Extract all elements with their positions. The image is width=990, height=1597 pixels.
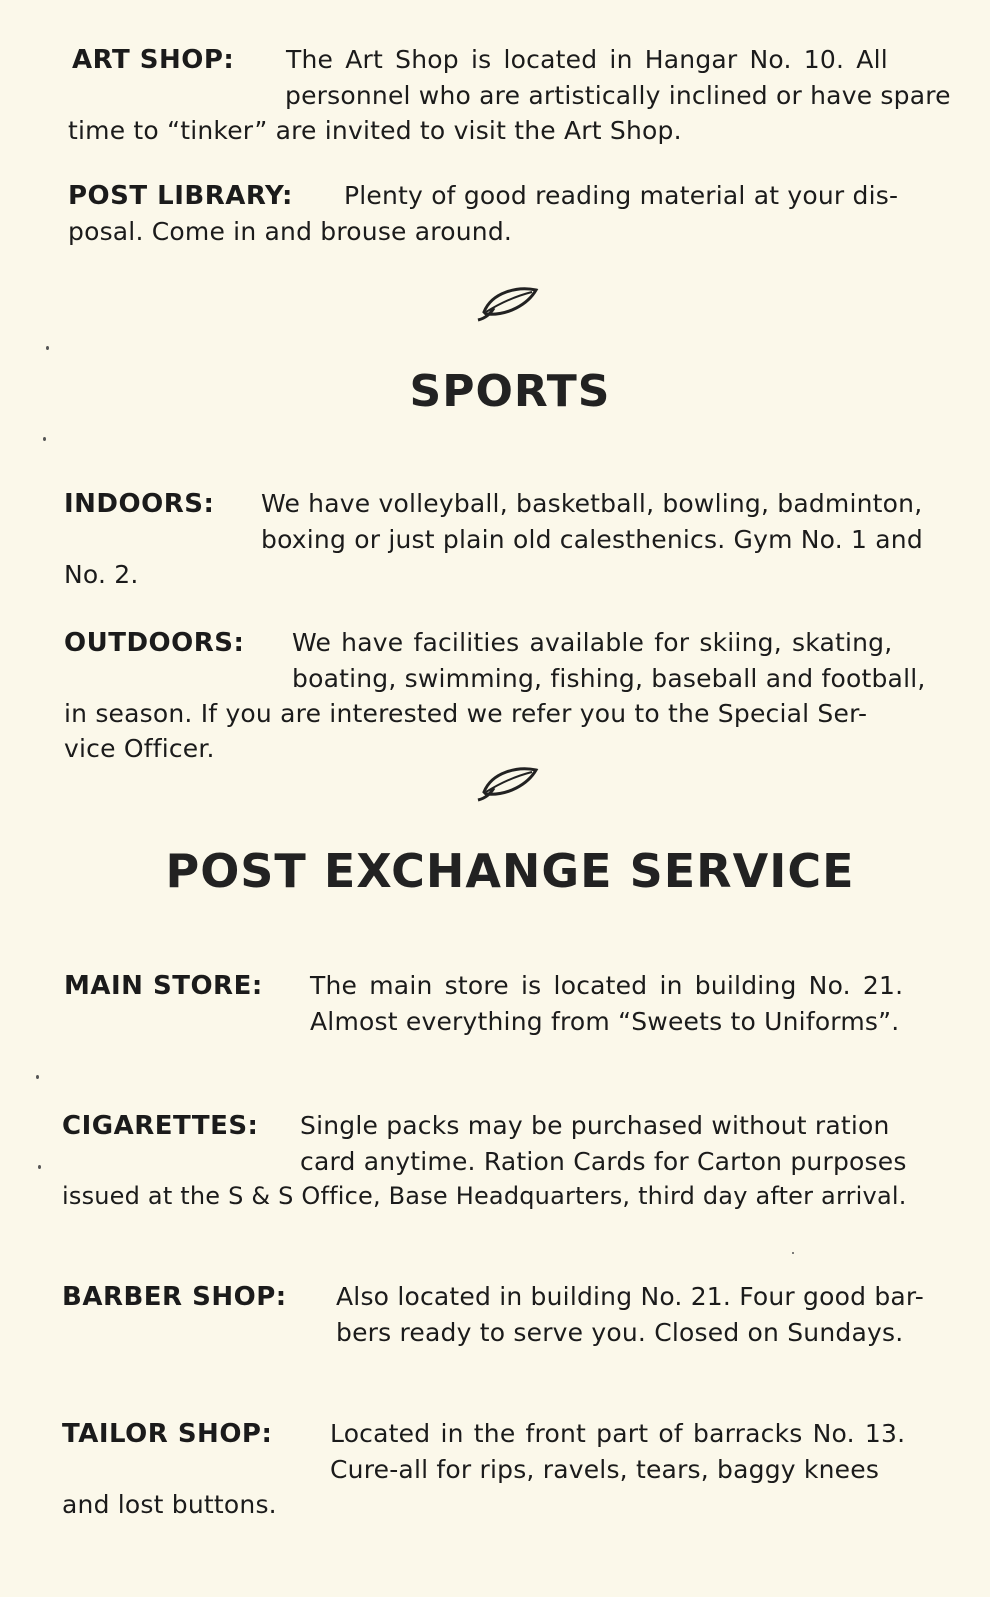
entry-barber-shop	[62, 1279, 948, 1350]
entry-tailor-shop	[62, 1416, 948, 1522]
entry-term: OUTDOORS:	[64, 628, 245, 658]
entry-text: Almost everything from “Sweets to Uniforms”.	[310, 1007, 900, 1036]
paper-speck	[36, 1075, 39, 1079]
entry-text: time to “tinker” are invited to visit the Art Shop.	[68, 116, 682, 145]
entry-term: BARBER SHOP:	[62, 1282, 287, 1312]
entry-text: in season. If you are interested we refer you to the Special Ser-	[64, 699, 868, 728]
entry-text: No. 2.	[64, 560, 139, 589]
entry-text: We have facilities available for skiing, skating,	[292, 628, 893, 657]
section-heading-sports: SPORTS	[409, 366, 611, 417]
entry-main-store	[64, 968, 948, 1039]
section-heading-post-exchange: POST EXCHANGE SERVICE	[165, 844, 855, 898]
entry-text: card anytime. Ration Cards for Carton purposes	[300, 1147, 907, 1176]
entry-indoors	[64, 486, 948, 592]
entry-text: Located in the front part of barracks No. 13.	[330, 1419, 906, 1448]
entry-text: vice Officer.	[64, 734, 215, 763]
entry-term: TAILOR SHOP:	[62, 1419, 273, 1449]
entry-text: Single packs may be purchased without ration	[300, 1111, 890, 1140]
entry-text: boxing or just plain old calesthenics. Gym No. 1 and	[261, 525, 923, 554]
entry-text: The main store is located in building No. 21.	[310, 971, 904, 1000]
entry-cigarettes	[62, 1108, 948, 1214]
entry-art-shop	[68, 42, 951, 148]
paper-speck	[38, 1165, 41, 1169]
entry-term: ART SHOP:	[72, 45, 235, 75]
entry-text: posal. Come in and brouse around.	[68, 217, 513, 246]
entry-text: The Art Shop is located in Hangar No. 10. All	[286, 45, 888, 74]
entry-term: POST LIBRARY:	[68, 181, 293, 211]
entry-text: Plenty of good reading material at your dis-	[344, 181, 899, 210]
paper-speck	[46, 346, 49, 350]
entry-term: INDOORS:	[64, 489, 215, 519]
entry-text: bers ready to serve you. Closed on Sundays.	[336, 1318, 904, 1347]
entry-post-library	[68, 178, 948, 249]
entry-text: personnel who are artistically inclined or have spare	[285, 81, 951, 110]
leaf-ornament-icon	[472, 284, 542, 324]
entry-term: MAIN STORE:	[64, 971, 263, 1001]
entry-text: Cure-all for rips, ravels, tears, baggy knees	[330, 1455, 880, 1484]
entry-text: Also located in building No. 21. Four good bar-	[336, 1282, 925, 1311]
paper-speck	[792, 1252, 794, 1254]
leaf-ornament-icon	[472, 764, 542, 804]
entry-text: issued at the S & S Office, Base Headquarters, third day after arrival.	[62, 1182, 907, 1210]
entry-text: boating, swimming, fishing, baseball and football,	[292, 664, 926, 693]
entry-outdoors	[64, 625, 948, 766]
entry-text: We have volleyball, basketball, bowling, badminton,	[261, 489, 923, 518]
entry-term: CIGARETTES:	[62, 1111, 259, 1141]
paper-speck	[43, 437, 46, 441]
entry-text: and lost buttons.	[62, 1490, 277, 1519]
